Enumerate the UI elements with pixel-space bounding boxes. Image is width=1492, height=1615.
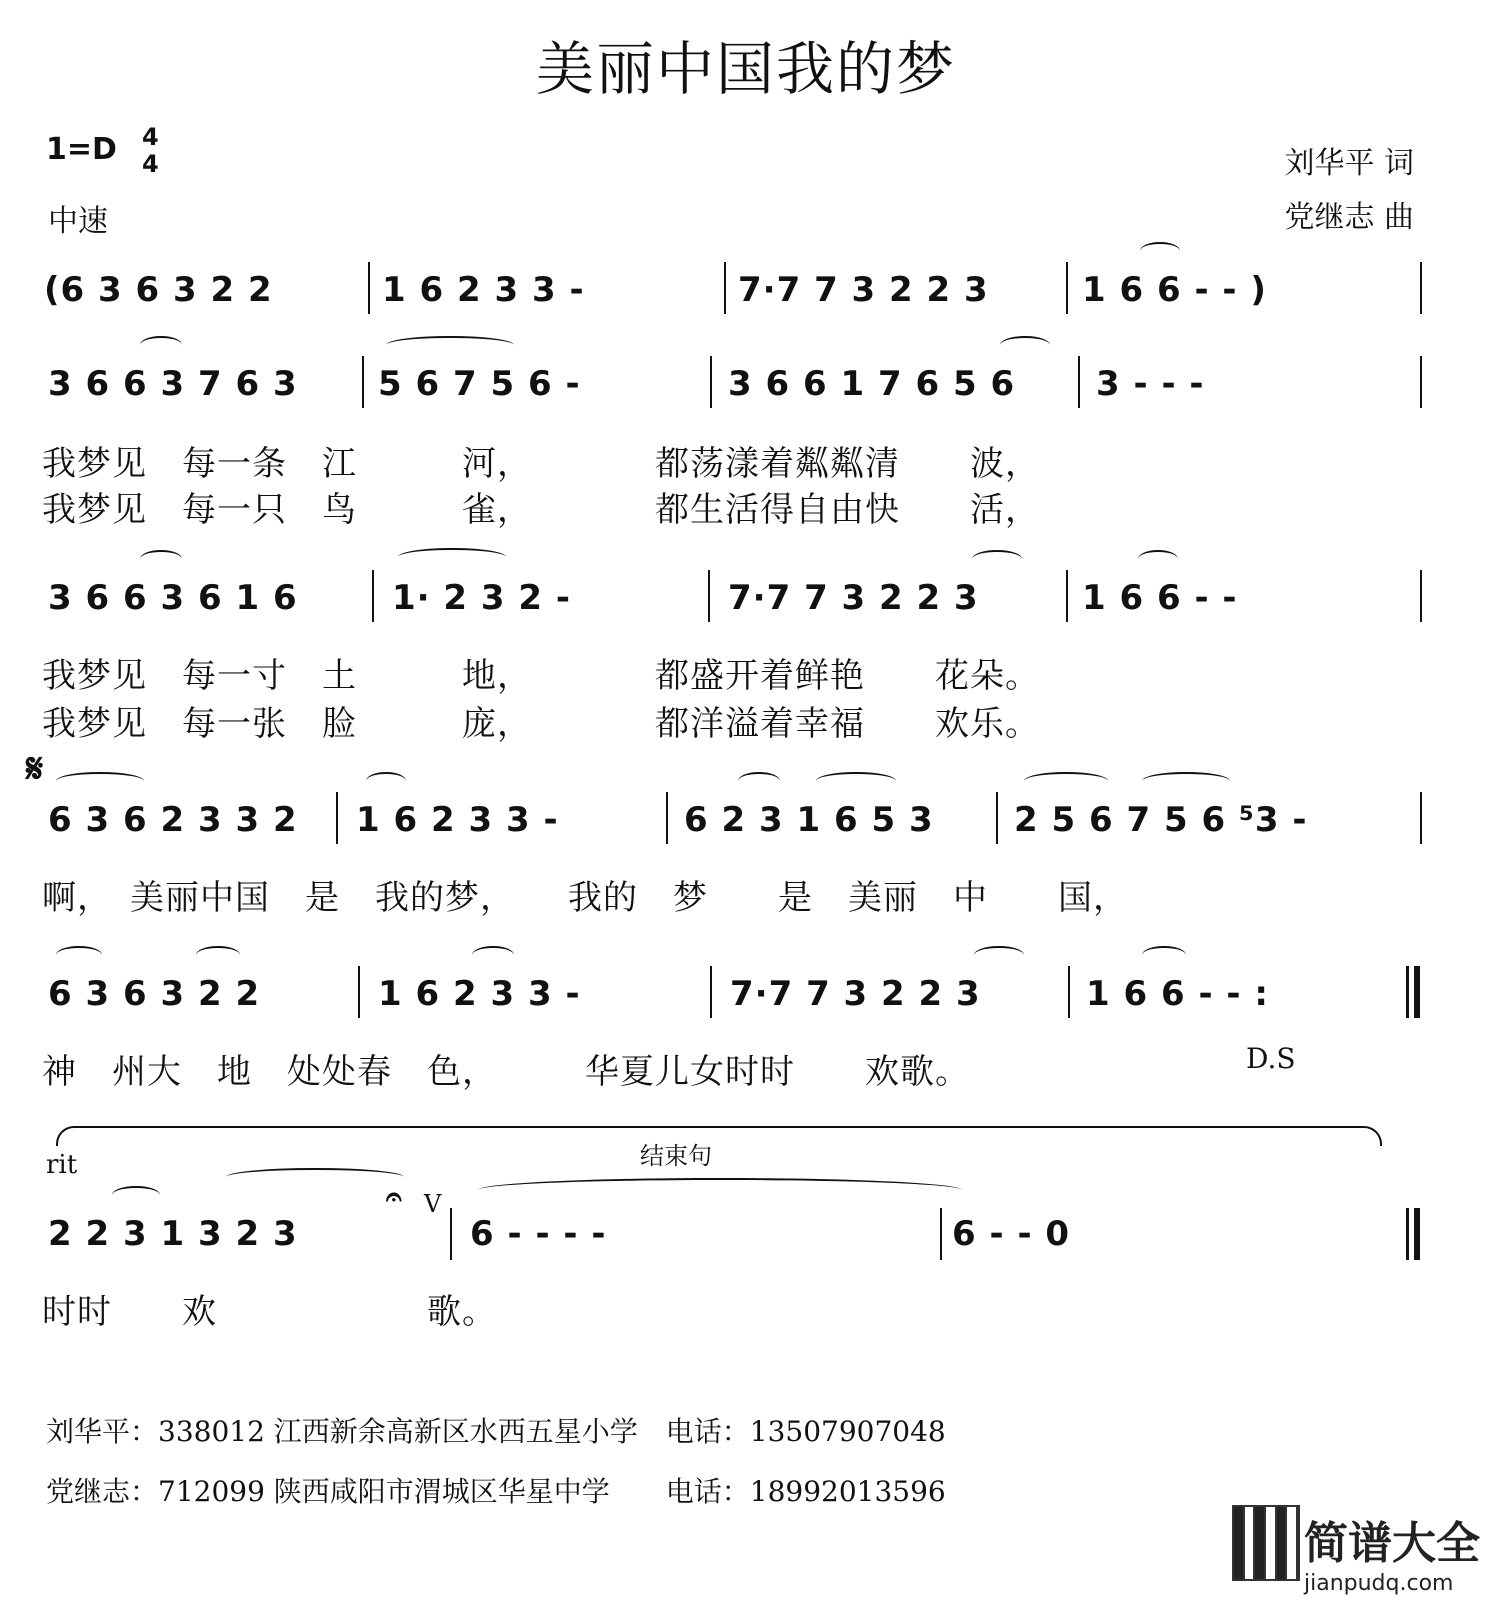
slur <box>366 772 406 790</box>
time-signature-bottom: 4 <box>142 150 159 178</box>
bar-line <box>996 792 998 844</box>
measure: 1 6 2 3 3 - <box>378 974 581 1014</box>
lyric-line: 我梦见 每一只 鸟 雀， 都生活得自由快 活， <box>42 490 1040 530</box>
measure: 2 2 3 1 3 2 3 <box>48 1214 298 1254</box>
measure: 1 6 2 3 3 - <box>356 800 559 840</box>
bar-line <box>710 966 712 1018</box>
piano-icon <box>1232 1505 1300 1581</box>
measure: 6 2 3 1 6 5 3 <box>684 800 934 840</box>
segno-sign: 𝄋 <box>26 746 44 792</box>
bar-line <box>336 792 338 844</box>
composer-credit: 党继志 曲 <box>1284 200 1414 235</box>
bar-line <box>358 966 360 1018</box>
lyric-line: 神 州大 地 处处春 色， 华夏儿女时时 欢歌。 <box>42 1052 970 1092</box>
slur <box>196 946 240 964</box>
tie <box>478 1178 962 1202</box>
measure: 5 6 7 5 6 - <box>378 364 581 404</box>
bar-line <box>1068 966 1070 1018</box>
song-title: 美丽中国我的梦 <box>535 35 956 103</box>
slur <box>1000 336 1050 354</box>
measure: 7·7 7 3 2 2 3 <box>728 578 979 618</box>
bar-line <box>666 792 668 844</box>
bar-line <box>1420 792 1422 844</box>
bar-line <box>362 356 364 408</box>
coda-label: 结束句 <box>640 1142 712 1170</box>
bar-line <box>1078 356 1080 408</box>
measure: 3 - - - <box>1096 364 1205 404</box>
measure: 3 6 6 3 6 1 6 <box>48 578 298 618</box>
bar-line <box>1420 262 1422 314</box>
bar-line <box>708 570 710 622</box>
coda-bracket <box>56 1126 1382 1146</box>
contact-line: 刘华平：338012 江西新余高新区水西五星小学 电话：13507907048 <box>46 1415 946 1448</box>
measure: 6 - - 0 <box>952 1214 1071 1254</box>
measure: 1· 2 3 2 - <box>392 578 572 618</box>
slur <box>226 1168 404 1186</box>
measure: (6 3 6 3 2 2 <box>44 270 273 310</box>
lyric-line: 时时 欢 歌。 <box>42 1292 497 1332</box>
measure: 7·7 7 3 2 2 3 <box>730 974 981 1014</box>
slur <box>140 550 182 568</box>
bar-line <box>1066 262 1068 314</box>
measure: 3 6 6 1 7 6 5 6 <box>728 364 1016 404</box>
slur <box>1142 946 1186 964</box>
lyricist-credit: 刘华平 词 <box>1284 146 1414 181</box>
bar-line <box>368 262 370 314</box>
slur <box>974 946 1024 964</box>
repeat-bar-line <box>1406 966 1409 1018</box>
measure: 3 6 6 3 7 6 3 <box>48 364 298 404</box>
slur <box>1140 242 1180 260</box>
measure: 2 5 6 7 5 6 ⁵3 - <box>1014 800 1308 840</box>
slur <box>1142 772 1230 790</box>
fermata-icon: 𝄐 <box>386 1180 402 1213</box>
watermark-name: 简谱大全 <box>1304 1518 1480 1569</box>
key-signature: 1=D <box>46 132 117 167</box>
measure: 1 6 2 3 3 - <box>382 270 585 310</box>
measure: 6 3 6 3 2 2 <box>48 974 261 1014</box>
bar-line <box>940 1208 942 1260</box>
time-signature <box>142 124 159 178</box>
measure: 1 6 6 - - ) <box>1082 270 1267 310</box>
slur <box>386 336 514 354</box>
lyric-line: 啊， 美丽中国 是 我的梦， 我的 梦 是 美丽 中 国， <box>42 878 1128 918</box>
final-bar-line-thick <box>1414 1208 1420 1260</box>
bar-line <box>1420 570 1422 622</box>
time-signature-top: 4 <box>142 123 159 151</box>
bar-line <box>450 1208 452 1260</box>
repeat-bar-line-thick <box>1414 966 1420 1018</box>
slur <box>816 772 896 790</box>
bar-line <box>710 356 712 408</box>
slur <box>738 772 780 790</box>
watermark-url: jianpudq.com <box>1304 1571 1454 1596</box>
slur <box>1024 772 1108 790</box>
measure: 6 3 6 2 3 3 2 <box>48 800 298 840</box>
lyric-line: 我梦见 每一寸 土 地， 都盛开着鲜艳 花朵。 <box>42 656 1040 696</box>
slur <box>972 550 1022 568</box>
slur <box>140 336 182 354</box>
lyric-line: 我梦见 每一条 江 河， 都荡漾着粼粼清 波， <box>42 444 1040 484</box>
site-watermark <box>1232 1505 1480 1605</box>
breath-mark: V <box>424 1190 442 1218</box>
slur <box>112 1186 160 1204</box>
final-bar-line <box>1406 1208 1409 1260</box>
slur <box>398 548 506 566</box>
measure: 1 6 6 - - : <box>1086 974 1269 1014</box>
tempo-marking: 中速 <box>48 204 108 239</box>
bar-line <box>1066 570 1068 622</box>
slur <box>56 946 102 964</box>
measure: 6 - - - - <box>470 1214 607 1254</box>
slur <box>472 946 514 964</box>
lyric-line: 我梦见 每一张 脸 庞， 都洋溢着幸福 欢乐。 <box>42 704 1040 744</box>
measure: 7·7 7 3 2 2 3 <box>738 270 989 310</box>
slur <box>56 772 144 790</box>
bar-line <box>372 570 374 622</box>
contact-line: 党继志：712099 陕西咸阳市渭城区华星中学 电话：18992013596 <box>46 1475 946 1508</box>
ritardando-marking: rit <box>46 1150 78 1180</box>
slur <box>1138 550 1178 568</box>
measure: 1 6 6 - - <box>1082 578 1238 618</box>
dal-segno-marking: D.S <box>1246 1042 1296 1075</box>
bar-line <box>724 262 726 314</box>
bar-line <box>1420 356 1422 408</box>
